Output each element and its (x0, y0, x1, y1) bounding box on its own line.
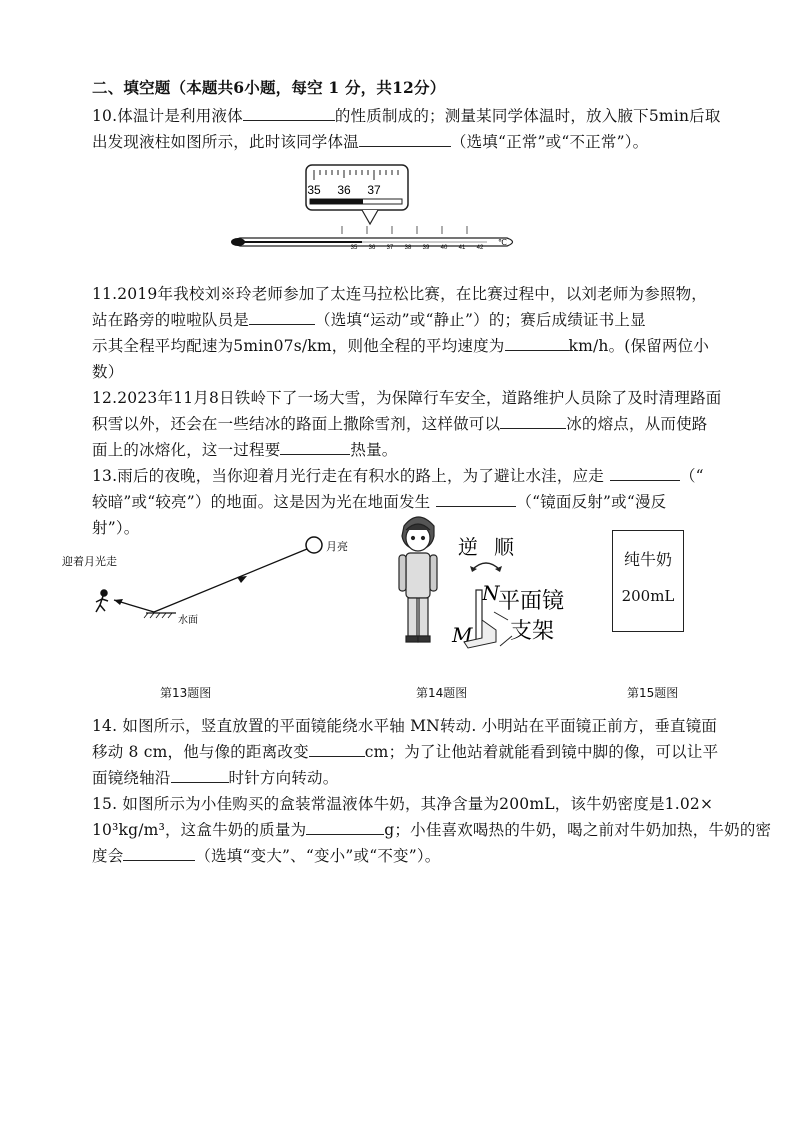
thermometer-figure (222, 162, 522, 257)
q13-text-1b: （“ (679, 467, 704, 485)
zoom-label-35: 35 (307, 183, 321, 197)
q12-line3 (92, 438, 398, 460)
boy-figure (399, 517, 437, 642)
q11-line4: 数） (92, 363, 124, 381)
q15-line1: 15. 如图所示为小佳购买的盒装常温液体牛奶，其净含量为200mL，该牛奶密度是1.02× (92, 795, 714, 813)
q13-text-2a: 较暗”或“较亮”）的地面。这是因为光在地面发生 (92, 493, 431, 511)
q12-text-3b: 热量。 (350, 441, 398, 459)
caption-fig14: 第14题图 (416, 686, 468, 700)
tick-37: 37 (386, 245, 394, 251)
q12-line1: 12.2023年11月8日铁岭下了一场大雪，为保障行车安全，道路维护人员除了及时清理路面 (92, 389, 722, 407)
zoom-liquid-column (310, 199, 363, 204)
q10-line1 (92, 104, 721, 126)
q11-line3 (92, 334, 709, 356)
q11-line2 (92, 308, 646, 330)
q15-text-2a: 10³kg/m³，这盒牛奶的质量为 (92, 821, 307, 839)
q12-blank-2[interactable] (280, 440, 350, 455)
thermometer-unit: ℃ (498, 238, 507, 247)
q13-line1 (92, 464, 704, 486)
zoom-label-36: 36 (337, 183, 351, 197)
q10-text-1a: 10.体温计是利用液体 (92, 107, 243, 125)
q14-line1: 14. 如图所示，竖直放置的平面镜能绕水平轴 MN转动. 小明站在平面镜正前方，垂直镜面 (92, 717, 718, 735)
figure-13-moonlight (62, 530, 352, 650)
q12-blank-1[interactable] (500, 414, 566, 429)
q15-text-3a: 度会 (92, 847, 124, 865)
q12-text-2a: 积雪以外，还会在一些结冰的路面上撒除雪剂，这样做可以 (92, 415, 501, 433)
q11-blank-1[interactable] (249, 310, 315, 325)
water-label: 水面 (178, 615, 198, 626)
rotate-ni-label: 逆 (458, 535, 478, 559)
q15-line3 (92, 844, 441, 866)
q13-blank-2[interactable] (436, 492, 516, 507)
milk-box (612, 530, 684, 632)
q15-blank-1[interactable] (306, 820, 384, 835)
tick-41: 41 (458, 245, 466, 251)
q11-text-3a: 示其全程平均配速为5min07s/km，则他全程的平均速度为 (92, 337, 505, 355)
q14-blank-2[interactable] (171, 768, 229, 783)
tick-38: 38 (404, 245, 412, 251)
caption-fig13: 第13题图 (160, 686, 212, 700)
q10-blank-2[interactable] (359, 132, 451, 147)
q14-text-2a: 移动 8 cm，他与像的距离改变 (92, 743, 309, 761)
q11-text-2a: 站在路旁的啦啦队员是 (92, 311, 250, 329)
tick-36: 36 (368, 245, 376, 251)
milk-box-label: 纯牛奶 (623, 550, 672, 569)
tick-35: 35 (350, 245, 358, 251)
q14-text-3b: 时针方向转动。 (228, 769, 339, 787)
rotate-shun-label: 顺 (494, 535, 514, 559)
axis-m-label: M (452, 623, 473, 647)
q14-text-2b: cm；为了让他站着就能看到镜中脚的像，可以让平 (364, 743, 719, 761)
q11-text-3b: km/h。(保留两位小 (568, 337, 710, 355)
q14-line3 (92, 766, 338, 788)
q14-line2 (92, 740, 718, 762)
q12-text-3a: 面上的冰熔化，这一过程要 (92, 441, 281, 459)
axis-n-label: N (482, 581, 500, 605)
mirror-plate (476, 590, 482, 642)
q13-text-2b: （“镜面反射”或“漫反 (516, 493, 667, 511)
q11-text-2b: （选填“运动”或“静止”）的；赛后成绩证书上显 (315, 311, 646, 329)
q13-text-1a: 13.雨后的夜晚，当你迎着月光行走在有积水的路上，为了避让水洼，应走 (92, 467, 604, 485)
q11-blank-2[interactable] (505, 336, 569, 351)
section-heading: 二、填空题（本题共6小题，每空 1 分，共12分） (92, 78, 446, 97)
q15-line2 (92, 818, 771, 840)
mirror-label: 平面镜 (498, 589, 565, 614)
q10-blank-1[interactable] (243, 106, 335, 121)
moon-label: 月亮 (326, 540, 348, 553)
q10-text-1b: 的性质制成的；测量某同学体温时，放入腋下5min后取 (334, 107, 721, 125)
q13-blank-1[interactable] (610, 466, 680, 481)
moon-icon (306, 537, 322, 553)
q15-blank-2[interactable] (123, 846, 195, 861)
q15-text-3b: （选填“变大”、“变小”或“不变”）。 (195, 847, 441, 865)
milk-box-volume: 200mL (621, 587, 675, 605)
q15-text-2b: g；小佳喜欢喝热的牛奶，喝之前对牛奶加热，牛奶的密 (384, 821, 772, 839)
figure-14-mirror (388, 508, 598, 658)
tick-40: 40 (440, 245, 448, 251)
walker-icon (96, 590, 108, 612)
stand-label: 支架 (510, 619, 555, 644)
q11-line1: 11.2019年我校刘※玲老师参加了太连马拉松比赛，在比赛过程中，以刘老师为参照物， (92, 285, 707, 303)
q13-line3: 射”）。 (92, 519, 140, 537)
zoom-label-37: 37 (367, 183, 381, 197)
q12-line2 (92, 412, 708, 434)
q12-text-2b: 冰的熔点，从而使路 (566, 415, 708, 433)
q10-text-2b: （选填“正常”或“不正常”）。 (450, 133, 649, 151)
tick-39: 39 (422, 245, 430, 251)
caption-fig15: 第15题图 (627, 686, 679, 700)
q14-text-3a: 面镜绕轴沿 (92, 769, 171, 787)
q10-line2 (92, 130, 648, 152)
q10-text-2a: 出发现液柱如图所示，此时该同学体温 (92, 133, 359, 151)
q14-blank-1[interactable] (309, 742, 365, 757)
walk-label: 迎着月光走 (62, 555, 117, 568)
tick-42: 42 (476, 245, 484, 251)
